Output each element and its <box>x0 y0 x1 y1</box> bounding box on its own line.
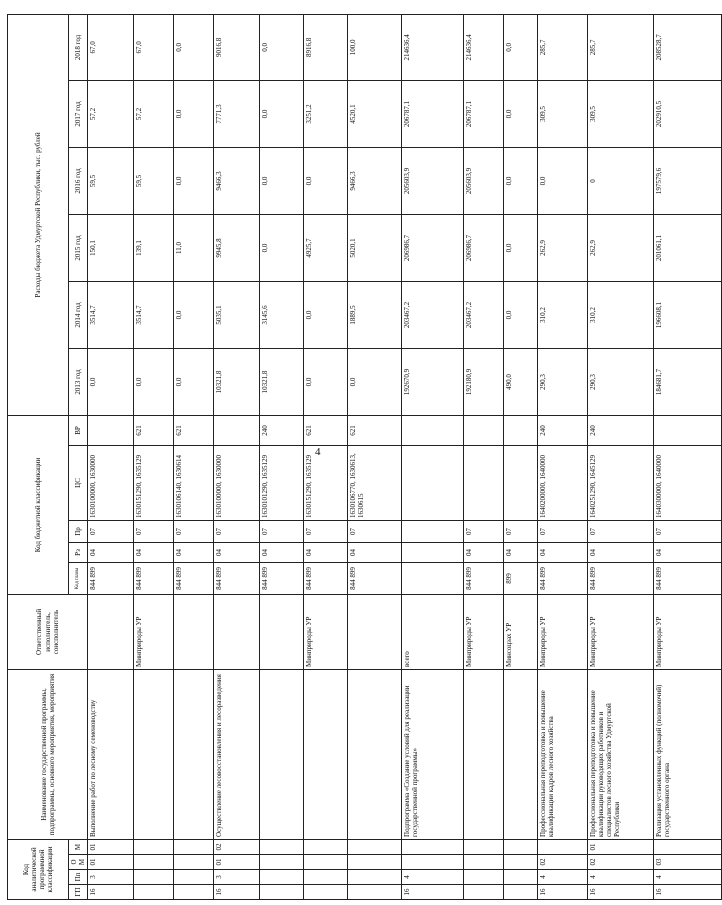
cell-cs: 1630151290, 1635129 <box>304 445 348 520</box>
cell-pr: 07 <box>654 520 722 542</box>
cell-m <box>348 839 402 854</box>
cell-grbs: 844 899 <box>134 562 174 594</box>
cell-executor: Минприроды УР <box>464 594 504 669</box>
cell-m <box>134 839 174 854</box>
budget-table <box>7 14 722 900</box>
cell-name: Профессиональная переподготовка и повышение квалификации руководящих работников и специалистов лесного хозяйства Удмуртской Республики <box>588 669 654 839</box>
cell-pp: 3 <box>214 870 260 885</box>
cell-pr: 07 <box>588 520 654 542</box>
cell-expense: 0,0 <box>260 214 304 281</box>
cell-expense: 59,5 <box>134 147 174 214</box>
cell-executor <box>88 594 134 669</box>
cell-expense: 8916,8 <box>304 14 348 80</box>
cell-grbs: 844 899 <box>174 562 214 594</box>
cell-om <box>134 855 174 870</box>
cell-name: Подпрограмма «Создание условий для реализации государственной программы» <box>402 669 464 839</box>
cell-grbs: 844 899 <box>464 562 504 594</box>
cell-cs <box>464 445 504 520</box>
cell-vr: 240 <box>588 415 654 445</box>
cell-pp: 4 <box>588 870 654 885</box>
cell-expense: 205603,9 <box>402 147 464 214</box>
cell-om: 01 <box>88 855 134 870</box>
cell-pr: 07 <box>260 520 304 542</box>
cell-expense: 285,7 <box>588 14 654 80</box>
cell-rz: 04 <box>464 542 504 562</box>
cell-expense: 3145,6 <box>260 281 304 348</box>
cell-rz: 04 <box>654 542 722 562</box>
cell-pr: 07 <box>464 520 504 542</box>
cell-expense: 0,0 <box>260 14 304 80</box>
cell-expense: 10321,8 <box>214 348 260 415</box>
cell-expense: 4925,7 <box>304 214 348 281</box>
cell-expense: 0,0 <box>538 147 588 214</box>
cell-grbs: 844 899 <box>588 562 654 594</box>
cell-cs: 1630100000, 1630000 <box>88 445 134 520</box>
cell-pr: 07 <box>214 520 260 542</box>
cell-expense: 7771,3 <box>214 80 260 147</box>
cell-vr <box>88 415 134 445</box>
cell-pr: 07 <box>348 520 402 542</box>
cell-executor: Минсоцзах УР <box>504 594 538 669</box>
header-year-2016: 2016 год <box>69 147 88 214</box>
cell-expense: 5020,1 <box>348 214 402 281</box>
header-rz: Рз <box>69 542 88 562</box>
cell-name <box>260 669 304 839</box>
header-budget-code: Код бюджетной классификации <box>8 415 69 594</box>
cell-expense: 214636,4 <box>402 14 464 80</box>
cell-expense: 196608,1 <box>654 281 722 348</box>
cell-expense: 9016,8 <box>214 14 260 80</box>
cell-gp: 16 <box>654 885 722 900</box>
cell-gp <box>134 885 174 900</box>
cell-om: 01 <box>214 855 260 870</box>
table-row <box>348 14 402 899</box>
table-row <box>260 14 304 899</box>
header-analytic-code: Код аналитической программной классификации <box>8 839 69 899</box>
cell-name: Профессиональная переподготовка и повышение квалификации кадров лесного хозяйства <box>538 669 588 839</box>
cell-vr <box>402 415 464 445</box>
cell-gp: 16 <box>402 885 464 900</box>
cell-rz: 04 <box>260 542 304 562</box>
cell-om: 02 <box>588 855 654 870</box>
cell-expense: 10321,8 <box>260 348 304 415</box>
cell-pp <box>504 870 538 885</box>
cell-rz: 04 <box>504 542 538 562</box>
cell-executor: Минприроды УР <box>134 594 174 669</box>
table-body <box>88 14 722 899</box>
cell-m <box>260 839 304 854</box>
cell-expense: 206986,7 <box>402 214 464 281</box>
cell-gp: 16 <box>538 885 588 900</box>
cell-expense: 0,0 <box>134 348 174 415</box>
cell-rz: 04 <box>538 542 588 562</box>
cell-grbs: 844 899 <box>538 562 588 594</box>
cell-executor: Минприроды УР <box>304 594 348 669</box>
cell-om: 02 <box>538 855 588 870</box>
cell-executor <box>174 594 214 669</box>
cell-pr: 07 <box>134 520 174 542</box>
cell-vr <box>214 415 260 445</box>
cell-om <box>402 855 464 870</box>
cell-expense: 206787,1 <box>464 80 504 147</box>
cell-gp <box>348 885 402 900</box>
cell-expense: 0,0 <box>348 348 402 415</box>
cell-cs: 1630101290, 1635129 <box>260 445 304 520</box>
cell-expense: 3514,7 <box>88 281 134 348</box>
cell-cs: 1640300000, 1640000 <box>654 445 722 520</box>
cell-expense: 0,0 <box>504 80 538 147</box>
cell-cs <box>504 445 538 520</box>
table-row <box>214 14 260 899</box>
cell-om <box>464 855 504 870</box>
header-name: Наименование государственной программы, подпрограммы, основного мероприятия, мероприятия <box>8 669 88 839</box>
cell-expense: 0,0 <box>504 281 538 348</box>
cell-rz: 04 <box>134 542 174 562</box>
cell-expense: 0,0 <box>504 14 538 80</box>
cell-expense: 100,0 <box>348 14 402 80</box>
cell-gp <box>174 885 214 900</box>
cell-om <box>260 855 304 870</box>
header-cs: ЦС <box>69 445 88 520</box>
cell-name <box>134 669 174 839</box>
header-year-2015: 2015 год <box>69 214 88 281</box>
cell-vr <box>504 415 538 445</box>
cell-cs: 1640251290, 1645129 <box>588 445 654 520</box>
cell-vr: 621 <box>134 415 174 445</box>
cell-m <box>464 839 504 854</box>
cell-name: Выполнение работ по лесному семеноводству <box>88 669 134 839</box>
cell-pp <box>260 870 304 885</box>
header-year-2014: 2014 год <box>69 281 88 348</box>
cell-expense: 0,0 <box>174 281 214 348</box>
cell-gp: 16 <box>588 885 654 900</box>
cell-expense: 309,5 <box>588 80 654 147</box>
cell-rz: 04 <box>174 542 214 562</box>
cell-expense: 0,0 <box>260 80 304 147</box>
header-grbs: Код главы <box>69 562 88 594</box>
cell-expense: 0,0 <box>504 214 538 281</box>
cell-cs <box>402 445 464 520</box>
cell-om: 03 <box>654 855 722 870</box>
table-row <box>538 14 588 899</box>
cell-expense: 290,3 <box>538 348 588 415</box>
table-row <box>504 14 538 899</box>
cell-m: 02 <box>214 839 260 854</box>
cell-expense: 202910,5 <box>654 80 722 147</box>
cell-vr: 621 <box>174 415 214 445</box>
cell-pp <box>348 870 402 885</box>
cell-m <box>538 839 588 854</box>
cell-expense: 201061,1 <box>654 214 722 281</box>
cell-expense: 9466,3 <box>214 147 260 214</box>
cell-expense: 57,2 <box>88 80 134 147</box>
cell-expense: 0,0 <box>174 14 214 80</box>
cell-gp <box>304 885 348 900</box>
cell-expense: 192670,9 <box>402 348 464 415</box>
cell-m <box>402 839 464 854</box>
cell-cs: 1640200000, 1640000 <box>538 445 588 520</box>
cell-executor <box>260 594 304 669</box>
cell-expense: 3251,2 <box>304 80 348 147</box>
cell-expense: 184681,7 <box>654 348 722 415</box>
cell-name <box>464 669 504 839</box>
cell-expense: 0 <box>588 147 654 214</box>
cell-name: Осуществление лесовосстановления и лесоразведения <box>214 669 260 839</box>
cell-expense: 310,2 <box>538 281 588 348</box>
cell-pr <box>402 520 464 542</box>
header-year-2017: 2017 год <box>69 80 88 147</box>
cell-gp <box>464 885 504 900</box>
cell-cs: 1630151290, 1635129 <box>134 445 174 520</box>
cell-expense: 310,2 <box>588 281 654 348</box>
cell-expense: 205603,9 <box>464 147 504 214</box>
cell-expense: 59,5 <box>88 147 134 214</box>
cell-pr: 07 <box>538 520 588 542</box>
cell-expense: 203467,2 <box>464 281 504 348</box>
cell-rz: 04 <box>304 542 348 562</box>
cell-name <box>174 669 214 839</box>
cell-m <box>654 839 722 854</box>
cell-m: 01 <box>88 839 134 854</box>
cell-expense: 0,0 <box>260 147 304 214</box>
cell-expense: 0,0 <box>304 147 348 214</box>
cell-expense: 0,0 <box>304 348 348 415</box>
cell-expense: 67,0 <box>134 14 174 80</box>
cell-rz <box>402 542 464 562</box>
cell-name: Реализация установленных функций (полномочий) государственного органа <box>654 669 722 839</box>
cell-gp: 16 <box>88 885 134 900</box>
table-row <box>88 14 134 899</box>
cell-m <box>504 839 538 854</box>
cell-expense: 4520,1 <box>348 80 402 147</box>
cell-rz: 04 <box>588 542 654 562</box>
cell-expense: 9466,3 <box>348 147 402 214</box>
table-row <box>588 14 654 899</box>
header-year-2013: 2013 год <box>69 348 88 415</box>
cell-expense: 490,0 <box>504 348 538 415</box>
cell-cs: 1630106770, 1630613, 1630615 <box>348 445 402 520</box>
cell-expense: 214636,4 <box>464 14 504 80</box>
cell-expense: 0,0 <box>174 348 214 415</box>
cell-pp: 3 <box>88 870 134 885</box>
cell-vr: 240 <box>538 415 588 445</box>
cell-grbs: 844 899 <box>260 562 304 594</box>
cell-m <box>174 839 214 854</box>
cell-expense: 11,0 <box>174 214 214 281</box>
cell-expense: 309,5 <box>538 80 588 147</box>
header-m: М <box>69 839 88 854</box>
cell-expense: 262,9 <box>588 214 654 281</box>
cell-pp: 4 <box>654 870 722 885</box>
cell-om <box>304 855 348 870</box>
cell-gp <box>260 885 304 900</box>
cell-expense: 208528,7 <box>654 14 722 80</box>
cell-cs: 1630106140, 1630614 <box>174 445 214 520</box>
cell-grbs: 844 899 <box>304 562 348 594</box>
header-pr: Пр <box>69 520 88 542</box>
cell-gp: 16 <box>214 885 260 900</box>
cell-name <box>304 669 348 839</box>
cell-expense: 57,2 <box>134 80 174 147</box>
cell-executor: всего <box>402 594 464 669</box>
cell-grbs: 844 899 <box>348 562 402 594</box>
table-row <box>134 14 174 899</box>
cell-executor: Минприроды УР <box>538 594 588 669</box>
cell-executor: Минприроды УР <box>654 594 722 669</box>
cell-expense: 3514,7 <box>134 281 174 348</box>
cell-executor: Минприроды УР <box>588 594 654 669</box>
cell-pp: 4 <box>402 870 464 885</box>
cell-expense: 290,3 <box>588 348 654 415</box>
cell-expense: 5035,1 <box>214 281 260 348</box>
table-row <box>402 14 464 899</box>
cell-grbs: 899 <box>504 562 538 594</box>
cell-vr: 621 <box>304 415 348 445</box>
cell-pp: 4 <box>538 870 588 885</box>
cell-expense: 0,0 <box>174 147 214 214</box>
header-expenses: Расходы бюджета Удмуртской Республики, тыс. рублей <box>8 14 69 415</box>
cell-expense: 67,0 <box>88 14 134 80</box>
header-gp: ГП <box>69 885 88 900</box>
cell-pr: 07 <box>504 520 538 542</box>
cell-vr: 621 <box>348 415 402 445</box>
cell-grbs: 844 899 <box>654 562 722 594</box>
cell-om <box>504 855 538 870</box>
header-pp: Пп <box>69 870 88 885</box>
cell-expense: 206787,1 <box>402 80 464 147</box>
cell-pp <box>174 870 214 885</box>
cell-expense: 139,1 <box>134 214 174 281</box>
cell-pr: 07 <box>88 520 134 542</box>
cell-vr: 240 <box>260 415 304 445</box>
cell-expense: 262,9 <box>538 214 588 281</box>
cell-expense: 192180,9 <box>464 348 504 415</box>
cell-expense: 0,0 <box>88 348 134 415</box>
cell-pp <box>304 870 348 885</box>
cell-om <box>174 855 214 870</box>
cell-expense: 9945,8 <box>214 214 260 281</box>
cell-rz: 04 <box>88 542 134 562</box>
cell-executor <box>214 594 260 669</box>
cell-name <box>504 669 538 839</box>
cell-expense: 206986,7 <box>464 214 504 281</box>
cell-m <box>304 839 348 854</box>
cell-name <box>348 669 402 839</box>
header-om: ОМ <box>69 855 88 870</box>
cell-expense: 0,0 <box>304 281 348 348</box>
cell-om <box>348 855 402 870</box>
table-row <box>464 14 504 899</box>
cell-rz: 04 <box>214 542 260 562</box>
cell-expense: 1889,5 <box>348 281 402 348</box>
cell-grbs: 844 899 <box>214 562 260 594</box>
cell-expense: 285,7 <box>538 14 588 80</box>
cell-gp <box>504 885 538 900</box>
table-row <box>654 14 722 899</box>
cell-pp <box>134 870 174 885</box>
cell-rz: 04 <box>348 542 402 562</box>
table-row <box>304 14 348 899</box>
cell-grbs <box>402 562 464 594</box>
cell-expense: 0,0 <box>504 147 538 214</box>
cell-pp <box>464 870 504 885</box>
cell-executor <box>348 594 402 669</box>
cell-expense: 150,1 <box>88 214 134 281</box>
cell-m: 01 <box>588 839 654 854</box>
page-number: 4 <box>315 446 321 458</box>
header-vr: ВР <box>69 415 88 445</box>
cell-pr: 07 <box>174 520 214 542</box>
cell-vr <box>464 415 504 445</box>
header-executor: Ответственный исполнитель, соисполнитель <box>8 594 88 669</box>
header-year-2018: 2018 год <box>69 14 88 80</box>
table-row <box>174 14 214 899</box>
cell-expense: 203467,2 <box>402 281 464 348</box>
cell-grbs: 844 899 <box>88 562 134 594</box>
cell-pr: 07 <box>304 520 348 542</box>
cell-cs: 1630100000, 1630000 <box>214 445 260 520</box>
cell-vr <box>654 415 722 445</box>
cell-expense: 0,0 <box>174 80 214 147</box>
cell-expense: 197579,6 <box>654 147 722 214</box>
